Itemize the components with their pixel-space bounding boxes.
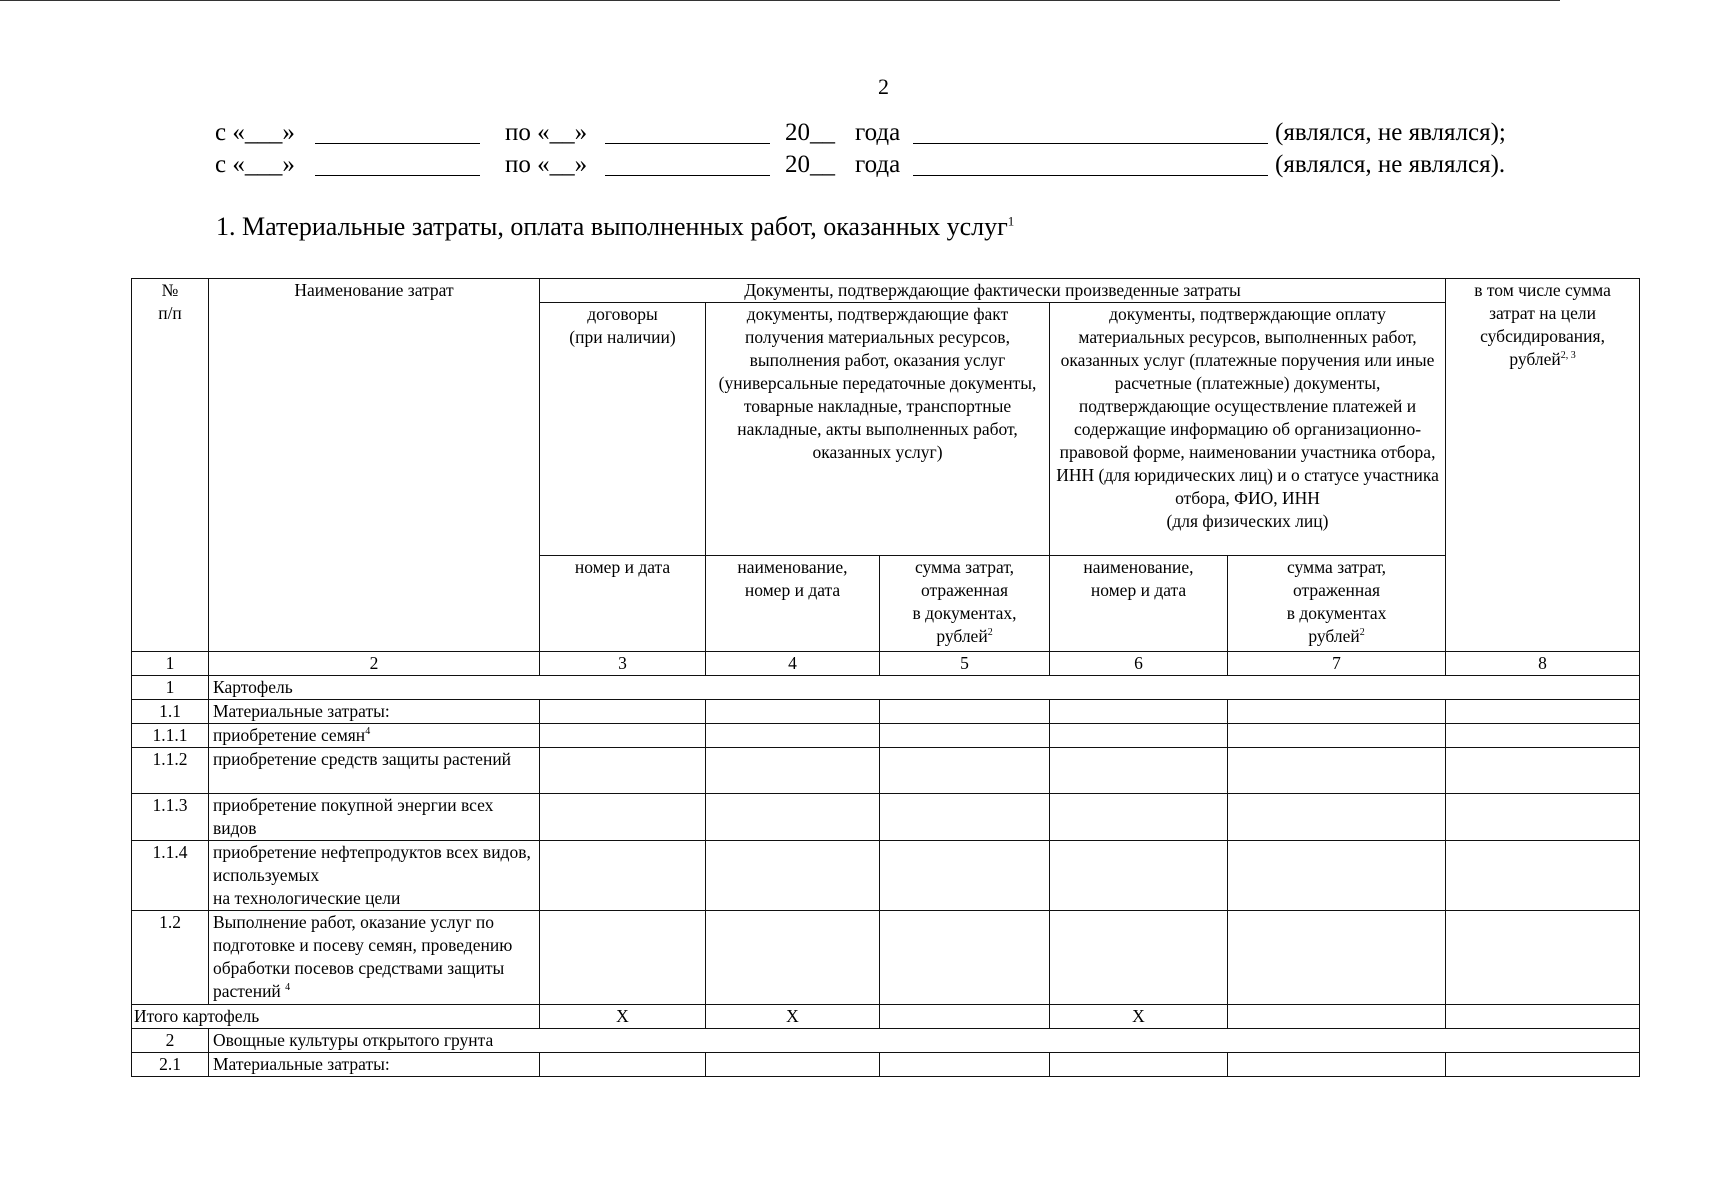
row-number: 1.1.2 — [132, 748, 209, 794]
table-row — [132, 1029, 1640, 1053]
row-name-text: Выполнение работ, оказание услуг по подготовке и посеву семян, проведению обработки посевов средствами защиты растений — [213, 912, 513, 1001]
row-number: 1.1 — [132, 700, 209, 724]
empty-cell[interactable] — [1228, 700, 1446, 724]
total-cell: X — [540, 1005, 706, 1029]
row-name: Материальные затраты: — [209, 1053, 540, 1077]
page-number: 2 — [878, 74, 889, 99]
empty-cell[interactable] — [1446, 748, 1640, 794]
table-row — [132, 911, 1640, 1005]
period-status: (являлся, не являлся); — [1275, 119, 1506, 146]
footnote-ref: 2 — [987, 627, 993, 639]
table-row — [132, 748, 1640, 794]
total-label: Итого картофель — [132, 1005, 540, 1029]
row-name — [209, 911, 540, 1005]
header-contracts: договоры (при наличии) — [540, 303, 706, 556]
empty-cell[interactable] — [1228, 748, 1446, 794]
table-row — [132, 724, 1640, 748]
empty-cell[interactable] — [880, 724, 1050, 748]
header-fact-name: наименование, номер и дата — [706, 556, 880, 652]
row-name: приобретение покупной энергии всех видов — [209, 794, 540, 841]
period-year: 20__ — [785, 119, 835, 146]
page-top-border — [0, 0, 1560, 1]
empty-cell[interactable] — [1228, 724, 1446, 748]
row-name: приобретение средств защиты растений — [209, 748, 540, 794]
empty-cell[interactable] — [540, 724, 706, 748]
empty-cell[interactable] — [706, 841, 880, 911]
empty-cell[interactable] — [540, 748, 706, 794]
header-fact-sum — [880, 556, 1050, 652]
empty-cell[interactable] — [706, 724, 880, 748]
blank-line — [315, 175, 480, 176]
empty-cell[interactable] — [540, 841, 706, 911]
period-from: с «___» — [215, 119, 295, 146]
row-name — [209, 724, 540, 748]
blank-line — [605, 143, 770, 144]
row-number: 2.1 — [132, 1053, 209, 1077]
empty-cell[interactable] — [880, 841, 1050, 911]
empty-cell[interactable] — [1228, 841, 1446, 911]
empty-cell[interactable] — [706, 1053, 880, 1077]
row-number: 2 — [132, 1029, 209, 1053]
empty-cell[interactable] — [1228, 911, 1446, 1005]
table-row — [132, 794, 1640, 841]
section-title-text: 1. Материальные затраты, оплата выполненных работ, оказанных услуг — [216, 212, 1008, 241]
header-payment-docs: документы, подтверждающие оплату материальных ресурсов, выполненных работ, оказанных услуг (платежные поручения или иные расчетные (платежные) документы, подтверждающие осуществление платежей и содержащие информацию об организационно-правовой форме, наименовании участника отбора, ИНН (для юридических лиц) и о статусе участника отбора, ФИО, ИНН (для физических лиц) — [1050, 303, 1446, 556]
empty-cell[interactable] — [880, 794, 1050, 841]
empty-cell[interactable] — [880, 911, 1050, 1005]
empty-cell[interactable] — [1446, 724, 1640, 748]
footnote-ref: 4 — [285, 982, 291, 994]
column-number: 5 — [880, 652, 1050, 676]
expenses-table — [131, 278, 1640, 1077]
empty-cell[interactable] — [1446, 1053, 1640, 1077]
empty-cell[interactable] — [880, 700, 1050, 724]
empty-cell[interactable] — [1050, 1053, 1228, 1077]
total-cell: X — [706, 1005, 880, 1029]
period-to: по «__» — [505, 151, 588, 178]
header-fact-sum-text: сумма затрат, отраженная в документах, рублей — [912, 557, 1017, 646]
empty-cell[interactable] — [1228, 794, 1446, 841]
header-fact-docs: документы, подтверждающие факт получения материальных ресурсов, выполнения работ, оказания услуг (универсальные передаточные документы, товарные накладные, транспортные накладные, акты выполненных работ, оказанных услуг) — [706, 303, 1050, 556]
header-subsidy-sum-text: в том числе сумма затрат на цели субсидирования, рублей — [1474, 280, 1611, 369]
empty-cell[interactable] — [1050, 700, 1228, 724]
table-row — [132, 676, 1640, 700]
empty-cell[interactable] — [540, 794, 706, 841]
total-cell[interactable] — [1446, 1005, 1640, 1029]
header-documents-group: Документы, подтверждающие фактически произведенные затраты — [540, 279, 1446, 303]
footnote-ref: 2 — [1359, 627, 1365, 639]
row-number: 1.2 — [132, 911, 209, 1005]
period-year-word: года — [855, 151, 901, 178]
section-title — [216, 212, 1014, 242]
empty-cell[interactable] — [540, 1053, 706, 1077]
empty-cell[interactable] — [706, 911, 880, 1005]
empty-cell[interactable] — [1446, 700, 1640, 724]
header-subsidy-sum — [1446, 279, 1640, 652]
empty-cell[interactable] — [1050, 841, 1228, 911]
row-number: 1.1.3 — [132, 794, 209, 841]
column-number: 2 — [209, 652, 540, 676]
empty-cell[interactable] — [706, 748, 880, 794]
period-to: по «__» — [505, 119, 588, 146]
period-status: (являлся, не являлся). — [1275, 151, 1506, 178]
total-cell: X — [1050, 1005, 1228, 1029]
empty-cell[interactable] — [880, 1053, 1050, 1077]
row-name: Картофель — [209, 676, 1640, 700]
row-number: 1.1.1 — [132, 724, 209, 748]
header-num: № п/п — [132, 279, 209, 652]
row-name: Овощные культуры открытого грунта — [209, 1029, 1640, 1053]
footnote-ref: 4 — [365, 726, 371, 738]
empty-cell[interactable] — [1050, 724, 1228, 748]
empty-cell[interactable] — [1050, 911, 1228, 1005]
table-row — [132, 841, 1640, 911]
header-pay-name: наименование, номер и дата — [1050, 556, 1228, 652]
empty-cell[interactable] — [1050, 748, 1228, 794]
empty-cell[interactable] — [1446, 841, 1640, 911]
row-number: 1.1.4 — [132, 841, 209, 911]
row-number: 1 — [132, 676, 209, 700]
period-line-1 — [215, 118, 1545, 148]
blank-line — [315, 143, 480, 144]
header-contract-number-date: номер и дата — [540, 556, 706, 652]
row-name: Материальные затраты: — [209, 700, 540, 724]
empty-cell[interactable] — [706, 700, 880, 724]
blank-line — [913, 143, 1268, 144]
blank-line — [913, 175, 1268, 176]
table-row — [132, 1053, 1640, 1077]
period-from: с «___» — [215, 151, 295, 178]
header-name: Наименование затрат — [209, 279, 540, 652]
column-number: 3 — [540, 652, 706, 676]
column-number: 4 — [706, 652, 880, 676]
period-year-word: года — [855, 119, 901, 146]
period-year: 20__ — [785, 151, 835, 178]
column-number: 7 — [1228, 652, 1446, 676]
empty-cell[interactable] — [540, 700, 706, 724]
column-numbers-row — [132, 652, 1640, 676]
total-cell[interactable] — [880, 1005, 1050, 1029]
row-name-text: приобретение семян — [213, 725, 366, 745]
column-number: 1 — [132, 652, 209, 676]
empty-cell[interactable] — [1050, 794, 1228, 841]
column-number: 8 — [1446, 652, 1640, 676]
empty-cell[interactable] — [706, 794, 880, 841]
empty-cell[interactable] — [1228, 1053, 1446, 1077]
header-pay-sum — [1228, 556, 1446, 652]
empty-cell[interactable] — [540, 911, 706, 1005]
total-cell[interactable] — [1228, 1005, 1446, 1029]
empty-cell[interactable] — [880, 748, 1050, 794]
total-row — [132, 1005, 1640, 1029]
footnote-ref: 1 — [1007, 213, 1015, 229]
footnote-ref: 2, 3 — [1560, 350, 1576, 362]
table-row — [132, 700, 1640, 724]
empty-cell[interactable] — [1446, 794, 1640, 841]
empty-cell[interactable] — [1446, 911, 1640, 1005]
row-name: приобретение нефтепродуктов всех видов, используемых на технологические цели — [209, 841, 540, 911]
blank-line — [605, 175, 770, 176]
period-line-2 — [215, 150, 1545, 180]
column-number: 6 — [1050, 652, 1228, 676]
header-pay-sum-text: сумма затрат, отраженная в документах рублей — [1286, 557, 1387, 646]
